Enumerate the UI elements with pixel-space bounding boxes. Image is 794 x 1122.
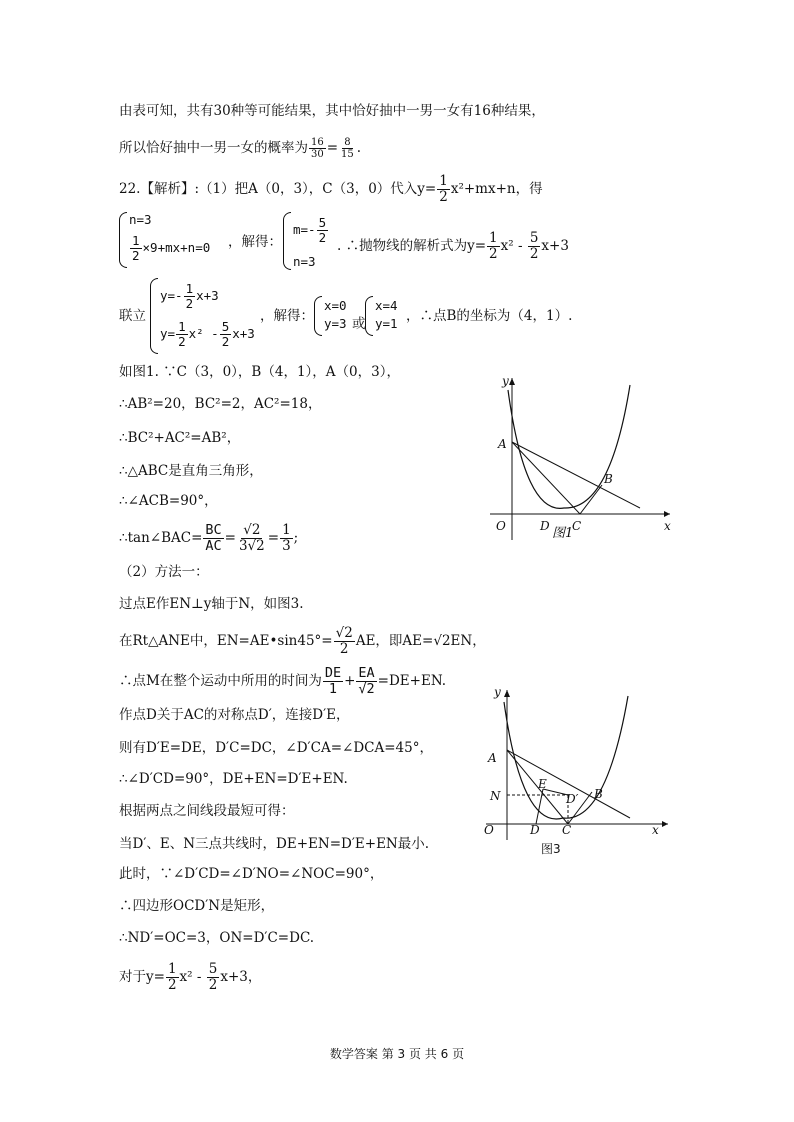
- fraction: $\frac{16}{30}$: [311, 137, 324, 160]
- text-span: 或: [352, 316, 366, 332]
- figure-1: [480, 370, 680, 545]
- text-line: 由表可知，共有30种等可能结果，其中恰好抽中一男一女有16种结果，: [119, 103, 545, 119]
- label-o: O: [496, 519, 506, 533]
- text-line: [119, 174, 543, 205]
- text-line: （2）方法一：: [119, 564, 209, 580]
- equation-row: x=4: [375, 298, 398, 313]
- text-line: 对于y= $\frac{1}{2}$ x² - $\frac{5}{2}$ x+3，: [119, 961, 262, 993]
- text-span: =: [326, 140, 339, 156]
- x-axis-arrow: [662, 821, 668, 827]
- label-c: C: [562, 823, 572, 837]
- label-e: E: [538, 777, 547, 791]
- text-line: ∴点M在整个运动中所用的时间为 $\frac{DE}{1}$ + $\frac{EA}{√2}$ =DE+EN.: [119, 665, 447, 697]
- parabola: [508, 385, 630, 508]
- text-span: 22.【解析】:（1）把A（0，3），C（3，0）代入y=: [119, 181, 437, 197]
- text-line: 则有D′E=DE，D′C=DC，∠D′CA=∠DCA=45°，: [119, 740, 433, 756]
- text-line: ∴AB²=20，BC²=2，AC²=18，: [119, 396, 322, 412]
- text-line: ∴ND′=OC=3，ON=D′C=DC.: [119, 930, 315, 946]
- equation-row: y= $\frac{1}{2}$ x² - $\frac{5}{2}$ x+3: [160, 319, 255, 349]
- text-line: 当D′、E、N三点共线时，DE+EN=D′E+EN最小.: [119, 836, 430, 852]
- text-span: ，∴点B的坐标为（4，1）.: [406, 308, 573, 324]
- equation-system: [150, 278, 260, 354]
- equation-row: n=3: [293, 254, 316, 269]
- y-axis-arrow: [504, 690, 510, 697]
- equation-row: $\frac{1}{2}$ ×9+mx+n=0: [132, 233, 211, 263]
- equation-row: y=3: [324, 316, 347, 331]
- label-d-prime: D′: [566, 792, 579, 806]
- text-line: [119, 137, 361, 160]
- label-x: x: [652, 823, 659, 837]
- text-line: 在Rt△ANE中，EN=AE•sin45°= $\frac{√2}{2}$ AE，即AE=√2EN，: [119, 625, 486, 657]
- label-n: N: [490, 789, 501, 803]
- page-footer: 数学答案 第 3 页 共 6 页: [329, 1047, 465, 1061]
- equation-row: n=3: [129, 212, 152, 227]
- text-line: ∴∠D′CD=90°，DE+EN=D′E+EN.: [119, 771, 348, 787]
- figure-3-caption: 图3: [541, 842, 561, 856]
- text-line: 作点D关于AC的对称点D′，连接D′E，: [119, 707, 350, 723]
- label-a: A: [488, 751, 497, 765]
- equation-row: m=- $\frac{5}{2}$: [293, 215, 327, 245]
- text-span: ，解得：: [228, 234, 282, 250]
- text-line: ∴BC²+AC²=AB²，: [119, 430, 241, 446]
- label-d: D: [530, 823, 540, 837]
- text-span: 所以恰好抽中一男一女的概率为: [119, 140, 308, 156]
- equation-system: [365, 296, 411, 336]
- text-line: 根据两点之间线段最短可得：: [119, 803, 295, 819]
- label-a: A: [498, 437, 507, 451]
- label-c: C: [572, 519, 582, 533]
- label-o: O: [484, 823, 494, 837]
- line-de: [536, 789, 543, 824]
- fraction: $\frac{1}{2}$: [439, 173, 448, 205]
- equation-row: x=0: [324, 298, 347, 313]
- text-span: .: [356, 140, 362, 156]
- label-y: y: [502, 374, 509, 388]
- label-y: y: [494, 685, 501, 699]
- x-axis-arrow: [664, 511, 670, 517]
- text-line: 如图1. ∵C（3，0），B（4，1），A（0，3），: [119, 364, 400, 380]
- fraction: $\frac{8}{15}$: [341, 137, 354, 160]
- figure-1-caption: 图1: [552, 526, 574, 541]
- figure-3: [478, 680, 678, 845]
- label-b: B: [604, 472, 613, 486]
- label-x: x: [664, 519, 671, 533]
- text-span: x²+mx+n，得: [450, 181, 543, 197]
- equation-row: y=- $\frac{1}{2}$ x+3: [160, 281, 219, 311]
- label-b: B: [594, 787, 603, 801]
- text-line: ∴△ABC是直角三角形，: [119, 463, 263, 479]
- text-line: 过点E作EN⊥y轴于N，如图3.: [119, 596, 304, 612]
- text-line: ∴tan∠BAC= $\frac{BC}{AC}$ = $\frac{√2}{3√2}$ = $\frac{1}{3}$ ;: [119, 522, 299, 554]
- text-line: 此时，∵∠D′CD=∠D′NO=∠NOC=90°，: [119, 866, 384, 882]
- label-d: D: [540, 519, 550, 533]
- equation-system: [283, 212, 343, 270]
- line-ab: [512, 442, 640, 508]
- text-line: ∴四边形OCD′N是矩形，: [119, 898, 275, 914]
- y-axis-arrow: [509, 378, 515, 385]
- text-line: . ∴抛物线的解析式为y= $\frac{1}{2}$ x² - $\frac{5}{2}$ x+3: [337, 230, 569, 262]
- line-cb: [580, 485, 602, 514]
- equation-row: y=1: [375, 316, 398, 331]
- text-line: ∴∠ACB=90°，: [119, 493, 218, 509]
- text-span: ，解得：: [260, 308, 314, 324]
- text-span: 联立: [119, 308, 146, 324]
- equation-system: [119, 212, 239, 268]
